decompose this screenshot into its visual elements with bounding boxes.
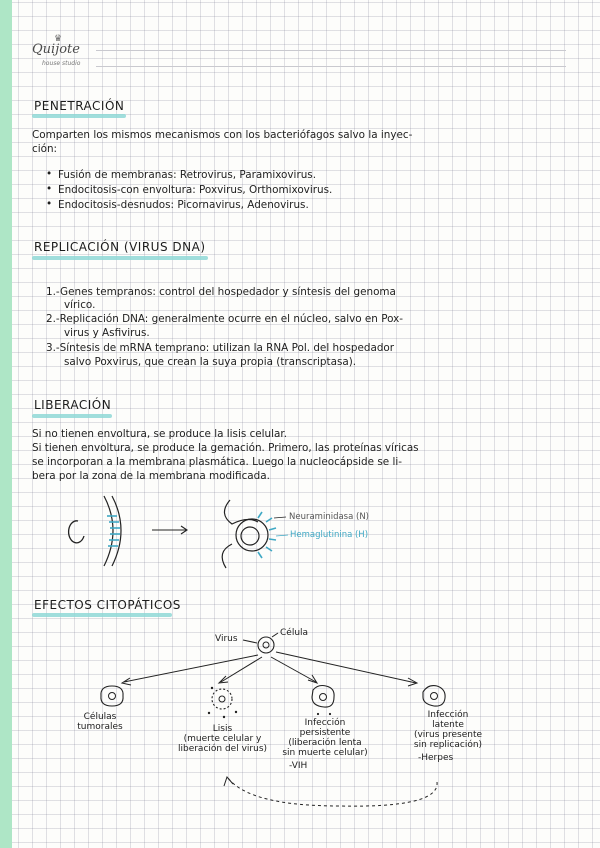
numbered-item-line: 2.-Replicación DNA: generalmente ocurre en el núcleo, salvo en Pox- — [46, 313, 404, 325]
reactivation-dashed-arrow — [228, 778, 437, 806]
numbered-item-line: virus y Asfivirus. — [64, 327, 150, 339]
outcome-latent — [398, 710, 498, 763]
outcome-line: Lisis — [212, 724, 233, 734]
outcome-tumor — [60, 712, 140, 732]
outcome-line: (muerte celular y — [183, 734, 262, 744]
heading-replicacion: REPLICACIÓN (VIRUS DNA) — [34, 240, 206, 254]
outcome-line: Células — [83, 712, 117, 722]
membrane-line — [224, 500, 258, 524]
numbered-item-line: 1.-Genes tempranos: control del hospedador y síntesis del genoma — [46, 286, 396, 298]
lysis-cell-icon — [208, 687, 237, 718]
outcome-persistent — [275, 718, 375, 771]
virus-label: Virus — [215, 634, 238, 644]
heading-highlight — [32, 613, 172, 617]
logo-name: Quijote — [32, 42, 80, 57]
tumor-cell-icon — [101, 686, 123, 706]
text-line: Si tienen envoltura, se produce la gemación. Primero, las proteínas víricas — [32, 442, 419, 454]
bullet-text: Fusión de membranas: Retrovirus, Paramixovirus. — [58, 169, 317, 181]
persistent-infection-cell-icon — [312, 686, 334, 716]
numbered-item-line: salvo Poxvirus, que crean la suya propia (transcriptasa). — [64, 356, 357, 368]
membrane-line — [104, 496, 113, 566]
outcome-line: sin muerte celular) — [282, 748, 368, 758]
outcome-line: liberación del virus) — [177, 744, 268, 754]
text-line: Si no tienen envoltura, se produce la lisis celular. — [32, 428, 288, 440]
hemaglutinina-label: Hemaglutinina (H) — [290, 530, 369, 540]
label-leader-line — [274, 517, 286, 518]
bullet-text: Endocitosis-con envoltura: Poxvirus, Orthomixovirus. — [58, 184, 333, 196]
envelope-proteins — [258, 512, 276, 558]
text-line: Comparten los mismos mecanismos con los bacteriófagos salvo la inyec- — [32, 129, 413, 141]
effect-arrows — [122, 652, 417, 686]
latent-infection-cell-icon — [423, 686, 445, 707]
nucleocapsid-shape — [241, 527, 259, 545]
heading-liberacion: LIBERACIÓN — [34, 398, 112, 412]
text-line: ción: — [32, 143, 58, 155]
bullet-dot: • — [46, 183, 53, 195]
label-leader-line — [276, 535, 288, 536]
arrow-line — [243, 640, 257, 643]
outcome-line: Infección — [427, 710, 469, 720]
outcome-line: (liberación lenta — [288, 738, 362, 748]
outcome-line: (virus presente — [413, 730, 483, 740]
outcome-example: -VIH — [289, 761, 308, 771]
heading-efectos: EFECTOS CITOPÁTICOS — [34, 598, 181, 612]
source-cell-icon — [258, 637, 274, 653]
pointer-line — [272, 633, 278, 637]
bullet-dot: • — [46, 168, 53, 180]
outcome-example: -Herpes — [418, 753, 454, 763]
numbered-item-line: vírico. — [64, 299, 96, 311]
numbered-item-line: 3.-Síntesis de mRNA temprano: utilizan la RNA Pol. del hospedador — [46, 342, 395, 354]
outcome-line: persistente — [299, 728, 351, 738]
virus-particle-shape — [69, 521, 84, 543]
text-line: se incorporan a la membrana plasmática. Luego la nucleocápside se li- — [32, 456, 402, 468]
bullet-text: Endocitosis-desnudos: Picornavirus, Adenovirus. — [58, 199, 309, 211]
outcome-line: latente — [432, 720, 464, 730]
neuraminidasa-label: Neuraminidasa (N) — [289, 512, 370, 522]
celula-label: Célula — [280, 628, 309, 638]
outcome-line: sin replicación) — [413, 740, 483, 750]
membrane-line — [222, 544, 232, 568]
bullet-dot: • — [46, 198, 53, 210]
arrow-head-icon — [224, 777, 233, 786]
outcome-lysis — [165, 724, 280, 754]
heading-penetracion: PENETRACIÓN — [34, 99, 125, 113]
crown-icon: ♛ — [54, 34, 63, 44]
outcome-line: tumorales — [77, 722, 123, 732]
text-line: bera por la zona de la membrana modificada. — [32, 470, 270, 482]
outcome-line: Infección — [304, 718, 346, 728]
logo-subtitle: house studio — [42, 60, 81, 67]
